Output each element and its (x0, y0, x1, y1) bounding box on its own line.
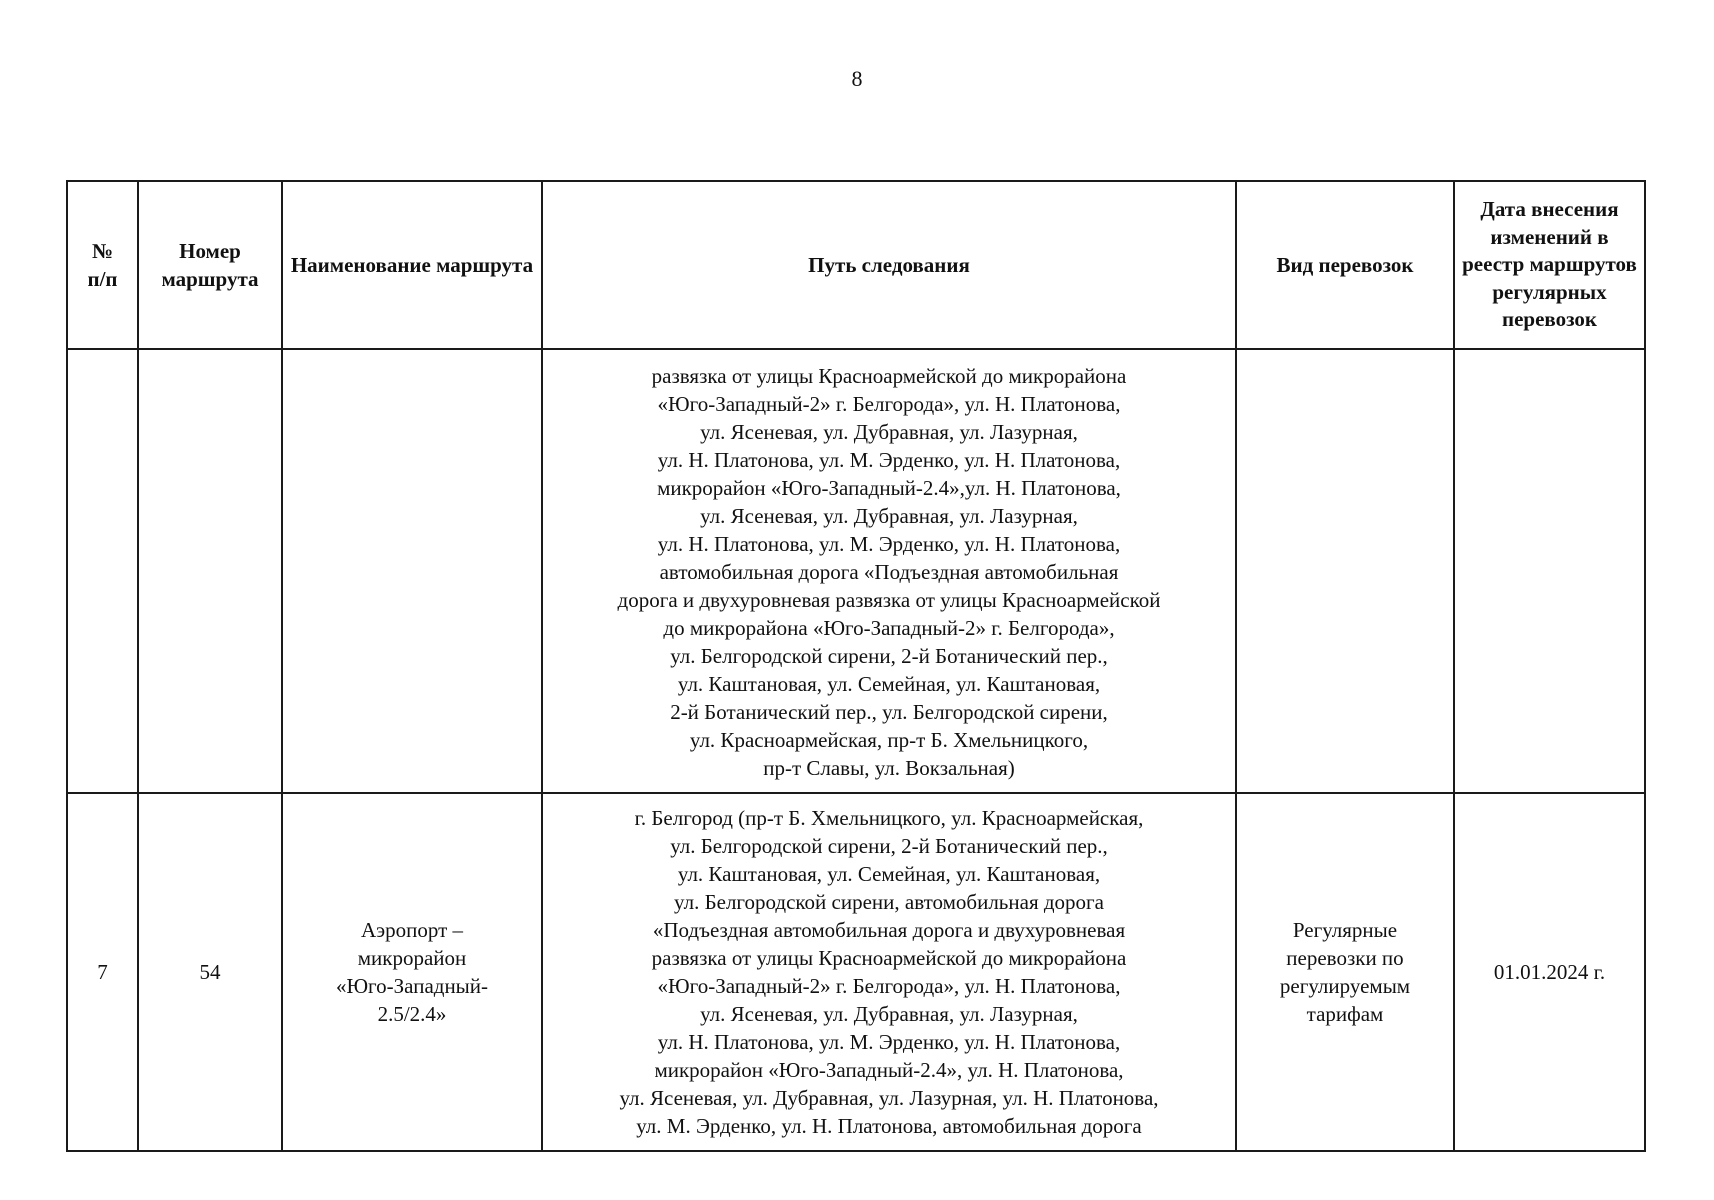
cell-path-continuation: развязка от улицы Красноармейской до микрорайона «Юго-Западный-2» г. Белгорода», ул. Н. Платонова, ул. Ясеневая, ул. Дубравная, ул. Лазурная, ул. Н. Платонова, ул. М. Эрденко, ул. Н. Платонова, микрорайон «Юго-Западный-2.4»,ул. Н. Платонова, ул. Ясеневая, ул. Дубравная, ул. Лазурная, ул. Н. Платонова, ул. М. Эрденко, ул. Н. Платонова, автомобильная дорога «Подъездная автомобильная дорога и двухуровневая развязка от улицы Красноармейской до микрорайона «Юго-Западный-2» г. Белгорода», ул. Белгородской сирени, 2-й Ботанический пер., ул. Каштановая, ул. Семейная, ул. Каштановая, 2-й Ботанический пер., ул. Белгородской сирени, ул. Красноармейская, пр-т Б. Хмельницкого, пр-т Славы, ул. Вокзальная) (542, 349, 1236, 793)
table-row-continuation (67, 349, 1645, 793)
header-num-label: № п/п (87, 239, 118, 291)
cell-route-name: Аэропорт – микрорайон «Юго-Западный- 2.5/2.4» (282, 793, 542, 1151)
cell-route-number-empty (138, 349, 282, 793)
cell-num-empty (67, 349, 138, 793)
header-route-name: Наименование маршрута (282, 181, 542, 349)
cell-path: г. Белгород (пр-т Б. Хмельницкого, ул. Красноармейская, ул. Белгородской сирени, 2-й Ботанический пер., ул. Каштановая, ул. Семейная, ул. Каштановая, ул. Белгородской сирени, автомобильная дорога «Подъездная автомобильная дорога и двухуровневая развязка от улицы Красноармейской до микрорайона «Юго-Западный-2» г. Белгорода», ул. Н. Платонова, ул. Ясеневая, ул. Дубравная, ул. Лазурная, ул. Н. Платонова, ул. М. Эрденко, ул. Н. Платонова, микрорайон «Юго-Западный-2.4», ул. Н. Платонова, ул. Ясеневая, ул. Дубравная, ул. Лазурная, ул. Н. Платонова, ул. М. Эрденко, ул. Н. Платонова, автомобильная дорога (542, 793, 1236, 1151)
header-path: Путь следования (542, 181, 1236, 349)
header-date: Дата внесения изменений в реестр маршрутов регулярных перевозок (1454, 181, 1645, 349)
cell-route-name-empty (282, 349, 542, 793)
table-row (67, 793, 1645, 1151)
cell-date: 01.01.2024 г. (1454, 793, 1645, 1151)
header-num (67, 181, 138, 349)
cell-date-empty (1454, 349, 1645, 793)
header-route-number: Номер маршрута (138, 181, 282, 349)
cell-kind: Регулярные перевозки по регулируемым тарифам (1236, 793, 1454, 1151)
page-number: 8 (851, 66, 863, 91)
table-header-row (67, 181, 1645, 349)
routes-table (66, 180, 1646, 1152)
cell-num: 7 (67, 793, 138, 1151)
header-kind: Вид перевозок (1236, 181, 1454, 349)
cell-kind-empty (1236, 349, 1454, 793)
cell-route-number: 54 (138, 793, 282, 1151)
